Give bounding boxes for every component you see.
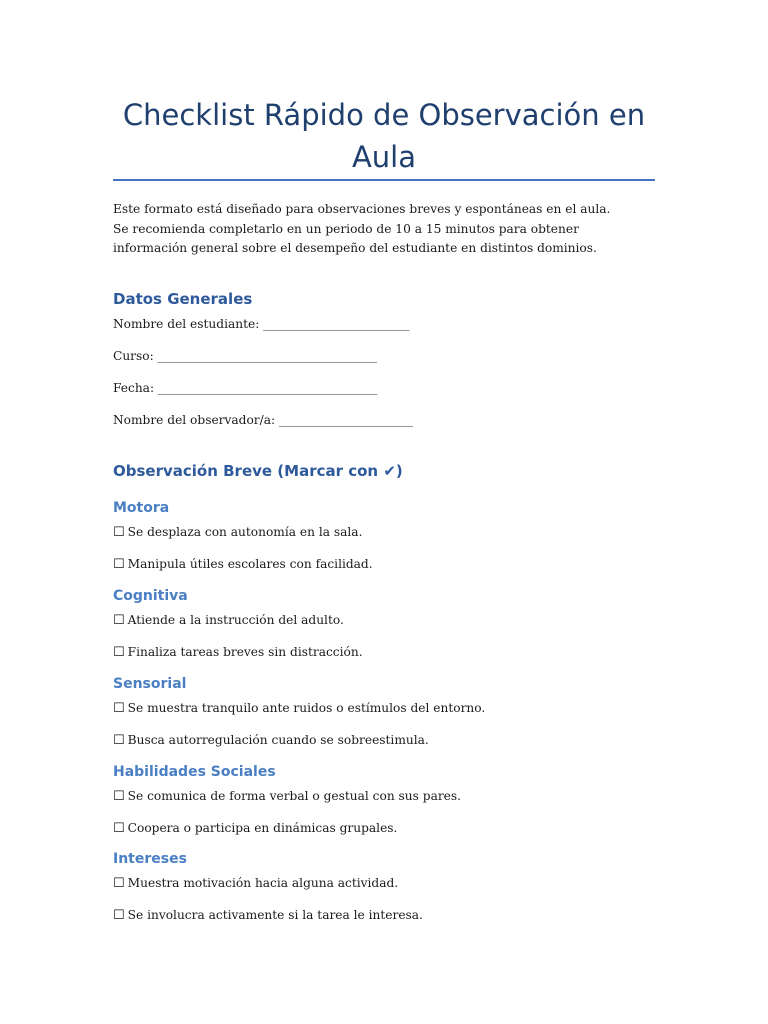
checkbox-icon[interactable]: ☐ (113, 789, 125, 804)
date-field: Fecha: ____________________________________ (113, 381, 378, 395)
checklist-item (113, 875, 398, 892)
checklist-item-label: Se muestra tranquilo ante ruidos o estímulos del entorno. (127, 701, 486, 715)
intro-paragraph: Este formato está diseñado para observaciones breves y espontáneas en el aula. Se recomienda completarlo en un periodo de 10 a 15 minutos para obtener información general sobre el desempeño del estudiante en distintos dominios. (113, 202, 611, 255)
section-title-intereses: Intereses (113, 851, 187, 867)
checklist-item-label: Busca autorregulación cuando se sobreestimula. (127, 733, 429, 747)
checklist-item-label: Muestra motivación hacia alguna actividad. (127, 876, 399, 890)
checkbox-icon[interactable]: ☐ (113, 701, 125, 716)
checkbox-icon[interactable]: ☐ (113, 645, 125, 660)
checklist-item (113, 788, 461, 805)
course-field: Curso: ____________________________________ (113, 349, 377, 363)
document-title: Checklist Rápido de Observación en Aula (122, 98, 646, 174)
section-title-motora: Motora (113, 500, 170, 516)
checklist-item (113, 644, 363, 661)
section-title-cognitiva: Cognitiva (113, 588, 188, 604)
checklist-item (113, 524, 362, 541)
checklist-item (113, 820, 397, 837)
checklist-item (113, 907, 423, 924)
section-title-habilidades-sociales: Habilidades Sociales (113, 764, 276, 780)
student-name-field: Nombre del estudiante: ________________________ (113, 317, 410, 331)
checkbox-icon[interactable]: ☐ (113, 821, 125, 836)
checkbox-icon[interactable]: ☐ (113, 733, 125, 748)
checklist-item-label: Se desplaza con autonomía en la sala. (127, 525, 363, 539)
checklist-item (113, 700, 485, 717)
checklist-item-label: Se involucra activamente si la tarea le interesa. (127, 908, 423, 922)
checklist-item-label: Coopera o participa en dinámicas grupales. (127, 821, 398, 835)
checklist-item (113, 732, 429, 749)
title-divider (113, 179, 655, 181)
checkbox-icon[interactable]: ☐ (113, 613, 125, 628)
checkbox-icon[interactable]: ☐ (113, 557, 125, 572)
general-data-heading: Datos Generales (113, 290, 253, 308)
checkbox-icon[interactable]: ☐ (113, 908, 125, 923)
checklist-item-label: Se comunica de forma verbal o gestual con sus pares. (127, 789, 462, 803)
checkbox-icon[interactable]: ☐ (113, 876, 125, 891)
section-title-sensorial: Sensorial (113, 676, 187, 692)
checkbox-icon[interactable]: ☐ (113, 525, 125, 540)
observer-name-field: Nombre del observador/a: ______________________ (113, 413, 414, 427)
observation-heading: Observación Breve (Marcar con ✔) (113, 462, 403, 480)
checklist-item-label: Finaliza tareas breves sin distracción. (127, 645, 363, 659)
title-block (113, 94, 655, 178)
checklist-item (113, 556, 373, 573)
checklist-item (113, 612, 344, 629)
checklist-item-label: Atiende a la instrucción del adulto. (127, 613, 344, 627)
checklist-item-label: Manipula útiles escolares con facilidad. (127, 557, 373, 571)
